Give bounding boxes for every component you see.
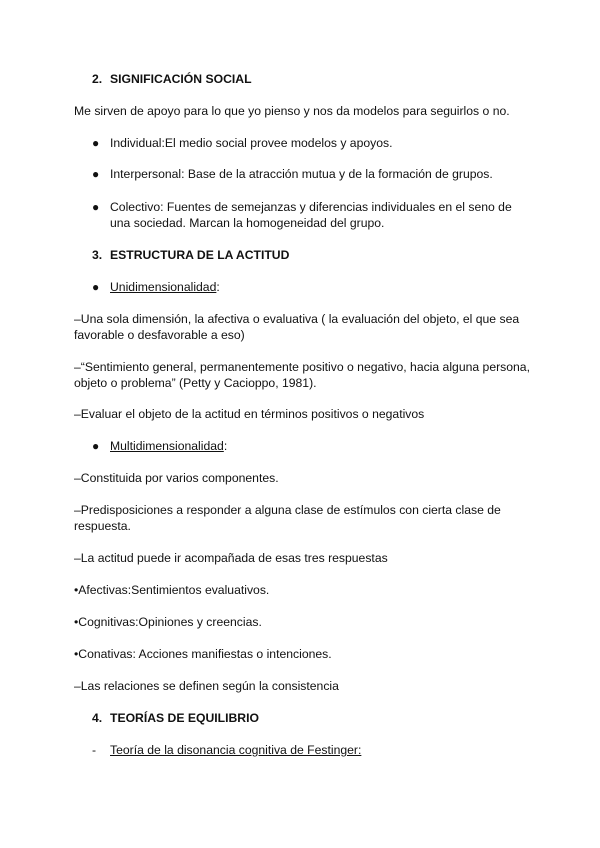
colon: :	[216, 280, 220, 294]
bullet-icon: ●	[92, 136, 100, 150]
bullet-interpersonal: Interpersonal: Base de la atracción mutua y de la formación de grupos.	[110, 167, 493, 181]
paragraph-line: –Las relaciones se definen según la consistencia	[74, 679, 339, 693]
unidimensionalidad-label: Unidimensionalidad	[110, 280, 217, 294]
paragraph-line: –Una sola dimensión, la afectiva o evaluativa ( la evaluación del objeto, el que sea	[74, 312, 520, 326]
section-3-number: 3.	[92, 248, 103, 262]
unidimensionalidad-item	[110, 280, 220, 295]
section-2-intro: Me sirven de apoyo para lo que yo pienso y nos da modelos para seguirlos o no.	[74, 104, 510, 118]
bullet-icon: ●	[92, 167, 100, 181]
dash-marker: -	[92, 743, 97, 757]
paragraph-line: •Conativas: Acciones manifiestas o intenciones.	[74, 647, 332, 661]
section-2-heading: SIGNIFICACIÓN SOCIAL	[110, 72, 252, 86]
bullet-colectivo-line-1: Colectivo: Fuentes de semejanzas y diferencias individuales en el seno de	[110, 200, 512, 214]
colon: :	[223, 439, 228, 453]
paragraph-line: –“Sentimiento general, permanentemente positivo o negativo, hacia alguna persona,	[74, 360, 530, 374]
multidimensionalidad-item	[110, 439, 227, 454]
bullet-icon: ●	[92, 280, 100, 294]
section-4-number: 4.	[92, 711, 103, 725]
paragraph-line: respuesta.	[74, 519, 131, 533]
section-2-number: 2.	[92, 72, 103, 86]
paragraph-line: •Afectivas:Sentimientos evaluativos.	[74, 583, 270, 597]
paragraph-line: •Cognitivas:Opiniones y creencias.	[74, 615, 262, 629]
festinger-item: Teoría de la disonancia cognitiva de Festinger:	[110, 743, 362, 757]
bullet-icon: ●	[92, 439, 100, 453]
bullet-icon: ●	[92, 200, 100, 214]
bullet-individual: Individual:El medio social provee modelos y apoyos.	[110, 136, 393, 150]
paragraph-line: –La actitud puede ir acompañada de esas tres respuestas	[74, 551, 388, 565]
section-3-heading: ESTRUCTURA DE LA ACTITUD	[110, 248, 290, 262]
paragraph-line: –Predisposiciones a responder a alguna clase de estímulos con cierta clase de	[74, 503, 501, 517]
multidimensionalidad-label: Multidimensionalidad	[110, 439, 224, 453]
paragraph-line: –Evaluar el objeto de la actitud en términos positivos o negativos	[74, 407, 425, 421]
paragraph-line: objeto o problema” (Petty y Cacioppo, 1981).	[74, 376, 317, 390]
bullet-colectivo-line-2: una sociedad. Marcan la homogeneidad del grupo.	[110, 216, 385, 230]
paragraph-line: –Constituida por varios componentes.	[74, 471, 279, 485]
section-4-heading: TEORÍAS DE EQUILIBRIO	[110, 711, 259, 725]
paragraph-line: favorable o desfavorable a eso)	[74, 328, 245, 342]
